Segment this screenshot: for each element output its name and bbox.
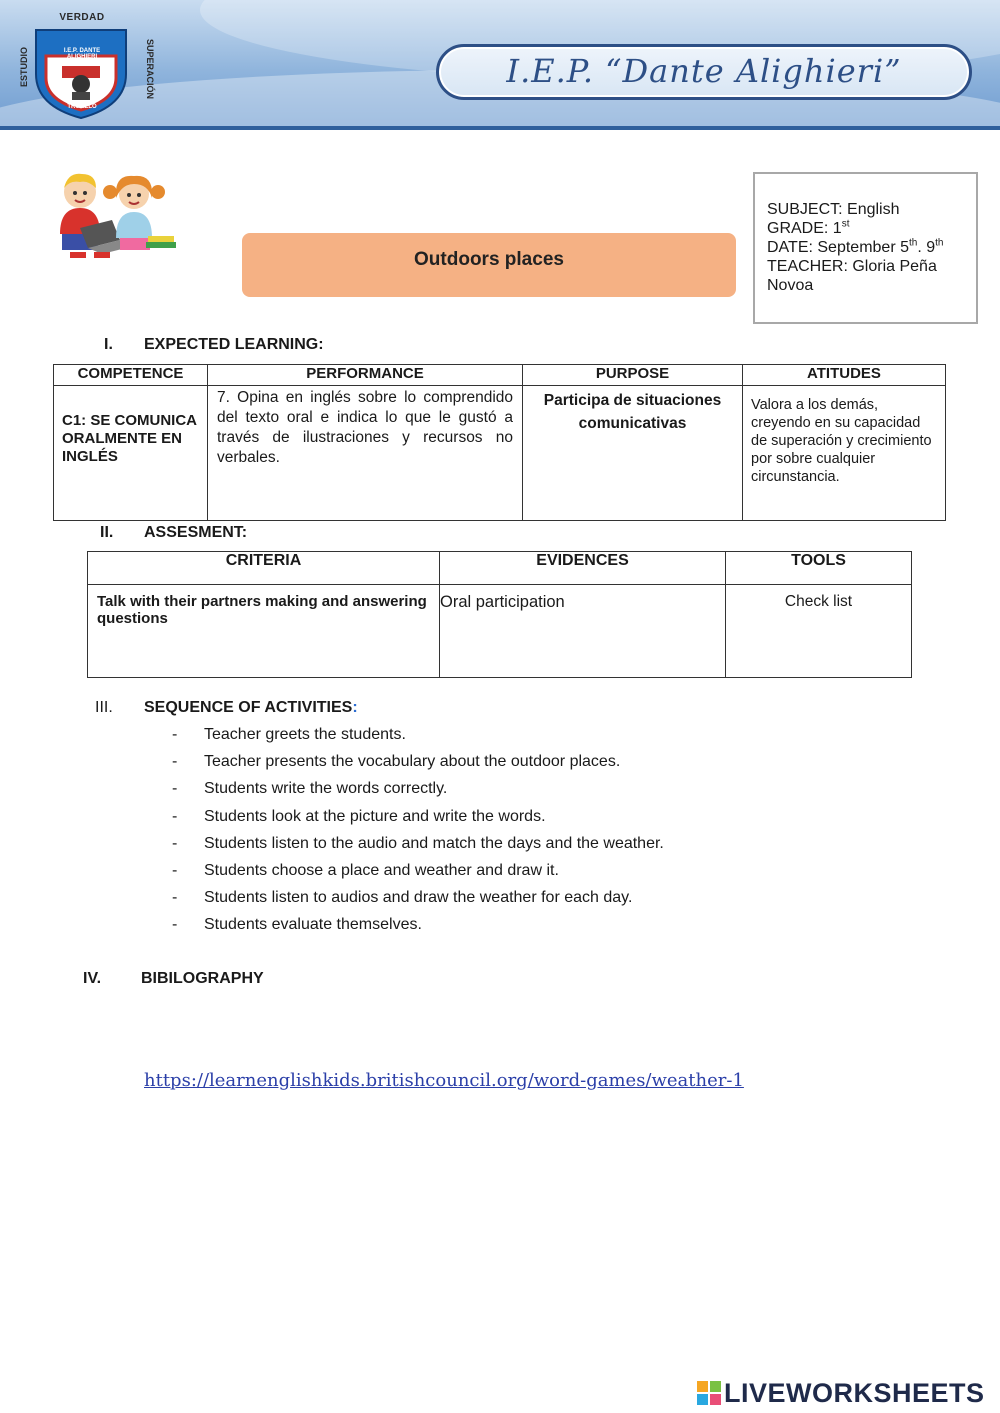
expected-learning-table <box>53 364 946 521</box>
list-dash: - <box>172 780 178 798</box>
table-header-row <box>88 552 912 585</box>
list-dash: - <box>172 834 178 852</box>
page-title: Outdoors places <box>414 249 564 270</box>
table-row <box>88 585 912 678</box>
evidences-cell: Oral participation <box>440 585 726 678</box>
activity-text: Students listen to the audio and match the days and the weather. <box>204 834 664 852</box>
list-item <box>172 887 664 914</box>
crest-motto-left: ESTUDIO <box>19 46 30 88</box>
list-item <box>172 751 664 778</box>
section-bibliography-heading <box>83 970 264 988</box>
kids-with-laptop-illustration <box>50 168 180 262</box>
list-item <box>172 724 664 751</box>
school-crest <box>12 12 156 124</box>
section-activities-heading <box>95 699 358 717</box>
list-item <box>172 778 664 805</box>
crest-motto-right: SUPERACIÓN <box>145 38 156 100</box>
activities-list <box>172 724 664 942</box>
list-item <box>172 833 664 860</box>
tools-cell: Check list <box>726 585 912 678</box>
col-header-criteria: CRITERIA <box>88 552 440 585</box>
date-line <box>767 238 966 257</box>
section-number: III. <box>95 699 113 716</box>
col-header-evidences: EVIDENCES <box>440 552 726 585</box>
date-ordinal-2: th <box>935 237 944 249</box>
section-expected-learning-heading <box>104 336 324 354</box>
col-header-purpose: PURPOSE <box>523 365 743 386</box>
crest-city: TRUJILLO <box>67 104 97 110</box>
list-dash: - <box>172 807 178 825</box>
performance-cell: 7. Opina en inglés sobre lo comprendido del texto oral e indica lo que le gustó a través de ilustraciones y recursos no verbales. <box>208 386 523 521</box>
table-header-row <box>54 365 946 386</box>
teacher-line: TEACHER: Gloria Peña Novoa <box>767 258 937 294</box>
crest-school-name: I.E.P. DANTE ALIGHIERI <box>63 48 101 60</box>
grade-ordinal: st <box>841 218 850 230</box>
date-mid: . 9 <box>917 239 936 256</box>
table-row <box>54 386 946 521</box>
banner-stripe <box>0 126 1000 130</box>
list-item <box>172 860 664 887</box>
date-ordinal-1: th <box>908 237 918 249</box>
class-info-box <box>753 172 978 324</box>
grade-value: GRADE: 1 <box>767 220 842 237</box>
section-number: IV. <box>83 970 102 987</box>
section-title: BIBILOGRAPHY <box>141 970 264 987</box>
bibliography-link[interactable]: https://learnenglishkids.britishcouncil.org/word-games/weather-1 <box>144 1070 744 1091</box>
school-name: I.E.P. “Dante Alighieri” <box>506 52 902 90</box>
attitudes-cell: Valora a los demás, creyendo en su capacidad de superación y crecimiento por sobre cualquier circunstancia. <box>743 386 946 521</box>
activity-text: Students look at the picture and write the words. <box>204 807 546 825</box>
activity-text: Students choose a place and weather and draw it. <box>204 861 559 879</box>
activity-text: Students write the words correctly. <box>204 780 448 798</box>
section-title: ASSESMENT: <box>144 524 248 541</box>
list-dash: - <box>172 753 178 771</box>
liveworksheets-wordmark: LIVEWORKSHEETS <box>724 1378 985 1408</box>
school-name-plate <box>436 44 972 100</box>
activity-text: Teacher presents the vocabulary about the outdoor places. <box>204 753 621 771</box>
activity-text: Students listen to audios and draw the weather for each day. <box>204 889 633 907</box>
grade-line <box>767 219 966 238</box>
col-header-performance: PERFORMANCE <box>208 365 523 386</box>
date-start: DATE: September 5 <box>767 239 909 256</box>
section-title: EXPECTED LEARNING: <box>144 336 324 353</box>
competence-cell: C1: SE COMUNICA ORALMENTE EN INGLÉS <box>54 386 208 521</box>
section-title: SEQUENCE OF ACTIVITIES <box>144 699 353 716</box>
liveworksheets-grid-icon <box>697 1381 721 1405</box>
list-dash: - <box>172 916 178 934</box>
list-item <box>172 806 664 833</box>
title-banner <box>242 233 736 297</box>
activity-text: Students evaluate themselves. <box>204 916 422 934</box>
purpose-cell: Participa de situaciones comunicativas <box>523 386 743 521</box>
assessment-table <box>87 551 912 678</box>
subject-line: SUBJECT: English <box>767 201 900 218</box>
col-header-competence: COMPETENCE <box>54 365 208 386</box>
activity-text: Teacher greets the students. <box>204 726 406 743</box>
crest-motto-top: VERDAD <box>59 12 105 23</box>
header-banner <box>0 0 1000 130</box>
list-dash: - <box>172 861 178 879</box>
section-assessment-heading <box>100 524 247 542</box>
section-colon: : <box>352 699 358 716</box>
criteria-cell: Talk with their partners making and answering questions <box>88 585 440 678</box>
section-number: II. <box>100 524 114 541</box>
list-item <box>172 914 664 941</box>
col-header-attitudes: ATITUDES <box>743 365 946 386</box>
list-dash: - <box>172 726 178 743</box>
col-header-tools: TOOLS <box>726 552 912 585</box>
section-number: I. <box>104 336 113 353</box>
list-dash: - <box>172 889 178 907</box>
